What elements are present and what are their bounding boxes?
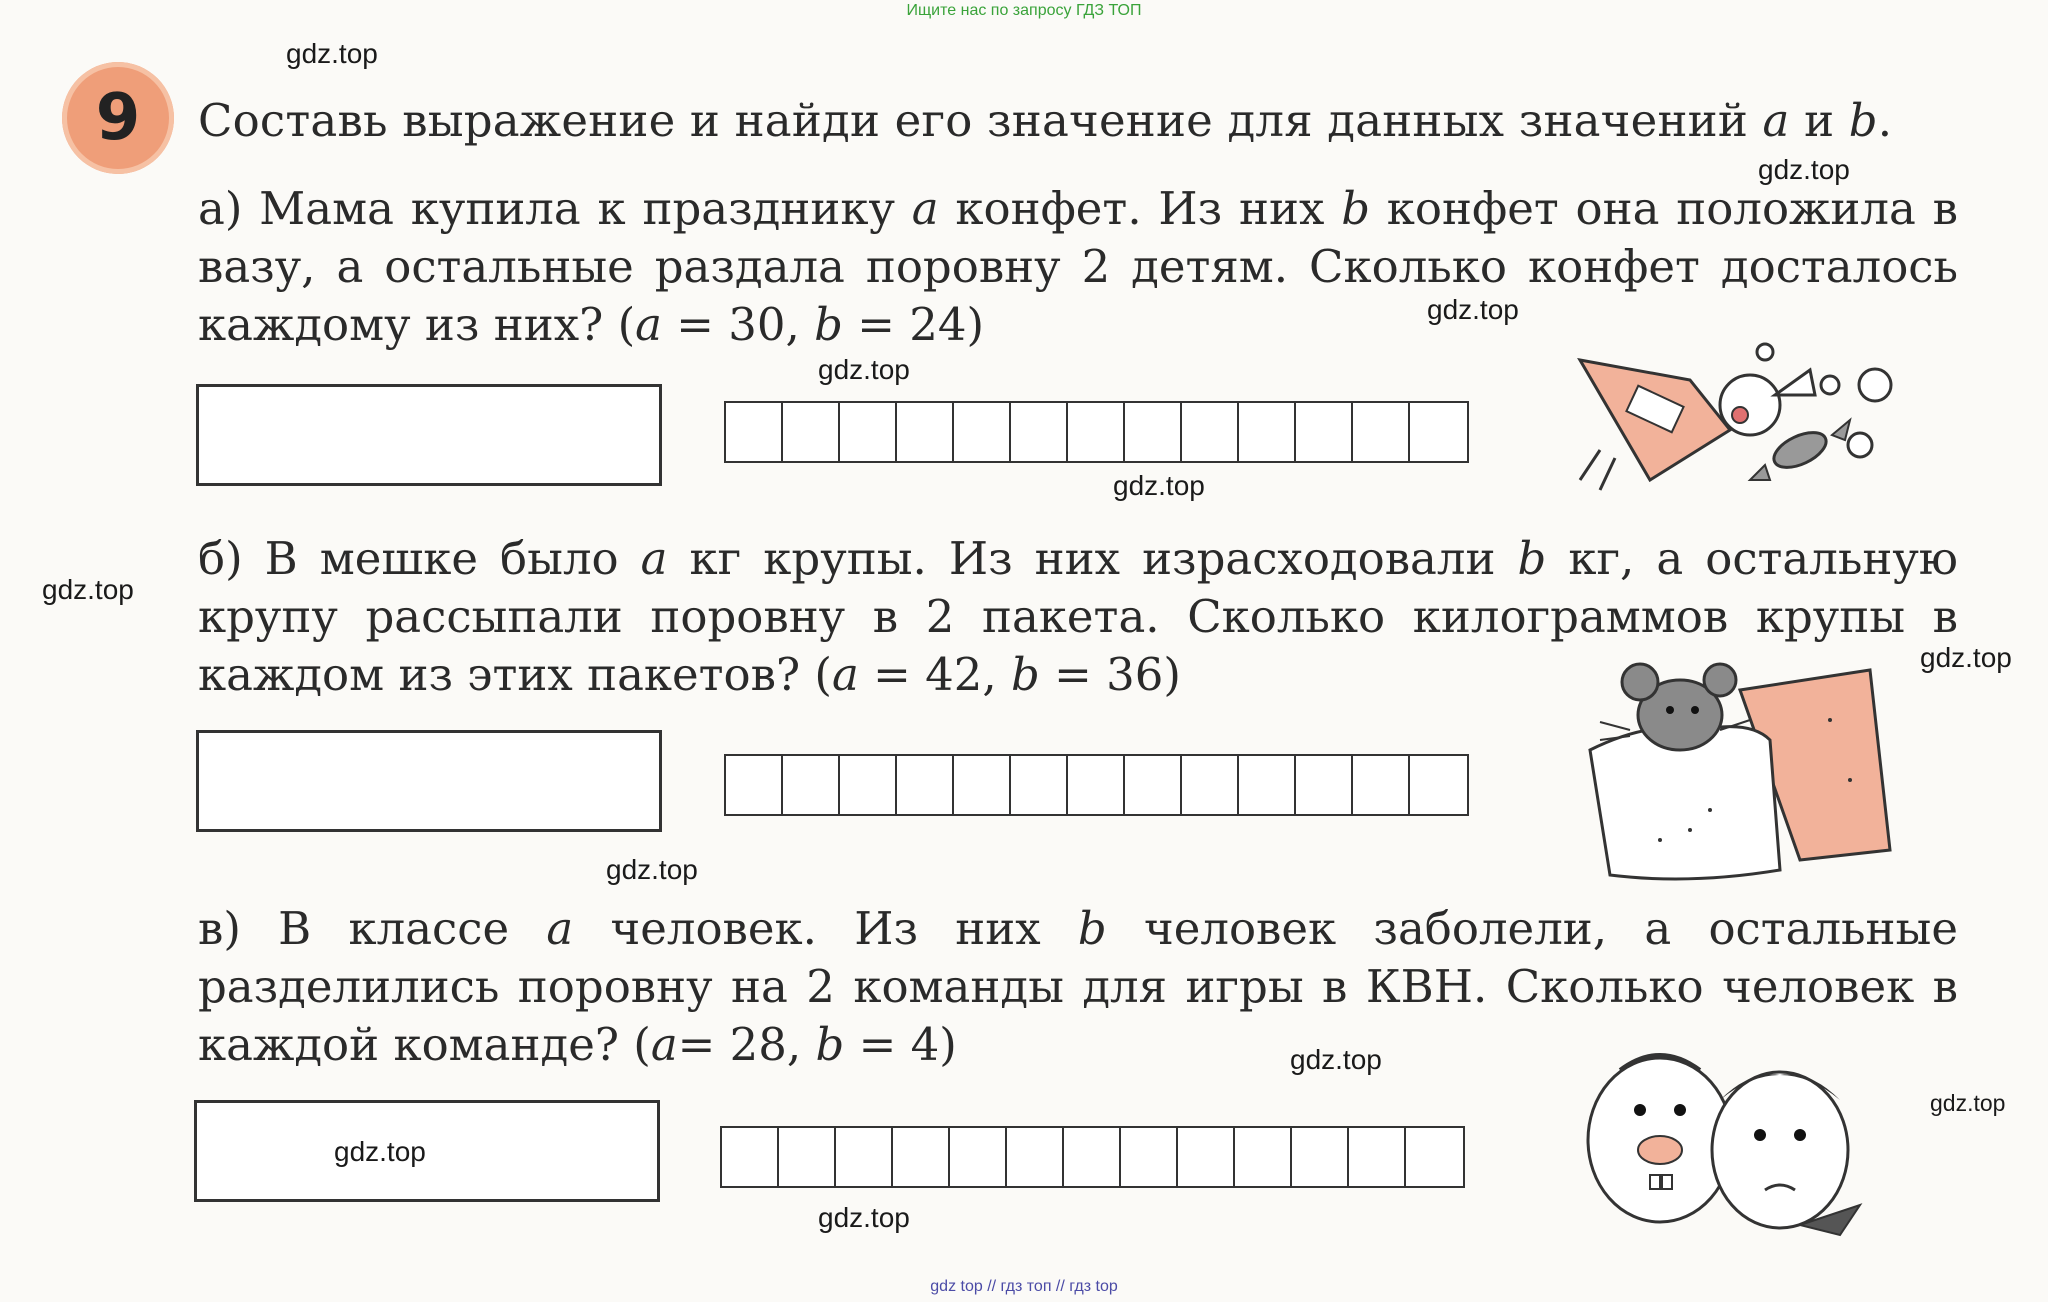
answer-cell[interactable] bbox=[783, 756, 840, 814]
task-number-badge bbox=[62, 62, 174, 174]
children-illustration bbox=[1580, 1030, 1880, 1240]
footer-note: gdz top // гдз топ // гдз top bbox=[930, 1278, 1118, 1295]
task-c-var-a: a bbox=[546, 902, 574, 955]
title-and: и bbox=[1789, 94, 1849, 147]
answer-cell[interactable] bbox=[1068, 756, 1125, 814]
candy-illustration bbox=[1560, 340, 1960, 500]
answer-cell[interactable] bbox=[726, 756, 783, 814]
answer-cell[interactable] bbox=[836, 1128, 893, 1186]
task-b-answer-cells[interactable] bbox=[724, 754, 1469, 816]
answer-cell[interactable] bbox=[1125, 403, 1182, 461]
answer-cell[interactable] bbox=[1068, 403, 1125, 461]
answer-cell[interactable] bbox=[1410, 756, 1467, 814]
task-a-value-b: = 24) bbox=[842, 298, 985, 351]
task-a-var-a: a bbox=[911, 182, 939, 235]
watermark: gdz.top bbox=[42, 574, 134, 605]
task-c-value-b: = 4) bbox=[844, 1018, 957, 1071]
watermark: gdz.top bbox=[1290, 1044, 1382, 1075]
answer-cell[interactable] bbox=[1239, 403, 1296, 461]
answer-cell[interactable] bbox=[954, 756, 1011, 814]
task-b-value-b: = 36) bbox=[1039, 648, 1181, 701]
task-b-var-a: a bbox=[640, 532, 668, 585]
task-a-given-b: b bbox=[814, 298, 843, 351]
header-note: Ищите нас по запросу ГДЗ ТОП bbox=[906, 2, 1142, 19]
answer-cell[interactable] bbox=[1406, 1128, 1463, 1186]
task-b-expression-box[interactable] bbox=[196, 730, 662, 832]
answer-cell[interactable] bbox=[1296, 756, 1353, 814]
watermark: gdz.top bbox=[1930, 1090, 2006, 1116]
task-number: 9 bbox=[95, 81, 141, 155]
task-b-mid: кг крупы. Из них израсходовали bbox=[667, 532, 1518, 585]
task-b-rest: кг, а остальную крупу рассыпали поровну в 2 пакета. Сколько килограммов крупы в каждом из этих пакетов? ( bbox=[198, 532, 1958, 701]
task-b-var-b: b bbox=[1517, 532, 1547, 585]
watermark: gdz.top bbox=[286, 38, 378, 69]
task-c-expression-box[interactable] bbox=[194, 1100, 660, 1202]
task-title bbox=[198, 94, 1998, 147]
answer-cell[interactable] bbox=[726, 403, 783, 461]
task-c-given-b: b bbox=[815, 1018, 845, 1071]
task-b-prefix: б) В мешке было bbox=[198, 532, 641, 585]
task-c-rest: человек заболели, а остальные разделились поровну на 2 команды для игры в КВН. Сколько человек в каждой команде? ( bbox=[198, 902, 1958, 1071]
answer-cell[interactable] bbox=[1064, 1128, 1121, 1186]
answer-cell[interactable] bbox=[954, 403, 1011, 461]
answer-cell[interactable] bbox=[1349, 1128, 1406, 1186]
task-a-rest: конфет она положила в вазу, а остальные раздала поровну 2 детям. Сколько конфет досталось каждому из них? ( bbox=[198, 182, 1958, 351]
task-b-value-a: = 42, bbox=[858, 648, 1011, 701]
mouse-and-sacks-illustration bbox=[1570, 660, 1970, 900]
watermark: gdz.top bbox=[1113, 470, 1205, 501]
watermark: gdz.top bbox=[334, 1136, 426, 1167]
answer-cell[interactable] bbox=[893, 1128, 950, 1186]
title-var-b: b bbox=[1848, 94, 1878, 147]
task-a-value-a: = 30, bbox=[661, 298, 815, 351]
watermark: gdz.top bbox=[1920, 642, 2012, 673]
answer-cell[interactable] bbox=[1239, 756, 1296, 814]
answer-cell[interactable] bbox=[1296, 403, 1353, 461]
answer-cell[interactable] bbox=[1011, 756, 1068, 814]
answer-cell[interactable] bbox=[1011, 403, 1068, 461]
task-c-prefix: в) В классе bbox=[198, 902, 547, 955]
watermark: gdz.top bbox=[1758, 154, 1850, 185]
answer-cell[interactable] bbox=[897, 403, 954, 461]
answer-cell[interactable] bbox=[1353, 403, 1410, 461]
task-c-value-a: = 28, bbox=[677, 1018, 816, 1071]
answer-cell[interactable] bbox=[1121, 1128, 1178, 1186]
title-text: Составь выражение и найди его значение для данных значений bbox=[198, 94, 1763, 147]
title-end: . bbox=[1877, 94, 1893, 147]
answer-cell[interactable] bbox=[950, 1128, 1007, 1186]
answer-cell[interactable] bbox=[840, 403, 897, 461]
answer-cell[interactable] bbox=[1410, 403, 1467, 461]
watermark: gdz.top bbox=[818, 1202, 910, 1233]
answer-cell[interactable] bbox=[1178, 1128, 1235, 1186]
watermark: gdz.top bbox=[818, 354, 910, 385]
task-a-expression-box[interactable] bbox=[196, 384, 662, 486]
task-a-answer-cells[interactable] bbox=[724, 401, 1469, 463]
task-c-var-b: b bbox=[1077, 902, 1107, 955]
answer-cell[interactable] bbox=[897, 756, 954, 814]
task-a-prefix: а) Мама купила к празднику bbox=[198, 182, 912, 235]
answer-cell[interactable] bbox=[1182, 403, 1239, 461]
task-b-given-a: a bbox=[831, 648, 859, 701]
answer-cell[interactable] bbox=[1007, 1128, 1064, 1186]
watermark: gdz.top bbox=[1427, 294, 1519, 325]
task-c-mid: человек. Из них bbox=[573, 902, 1078, 955]
task-b-given-b: b bbox=[1011, 648, 1040, 701]
watermark: gdz.top bbox=[606, 854, 698, 885]
answer-cell[interactable] bbox=[1182, 756, 1239, 814]
answer-cell[interactable] bbox=[1125, 756, 1182, 814]
task-c-answer-cells[interactable] bbox=[720, 1126, 1465, 1188]
answer-cell[interactable] bbox=[1353, 756, 1410, 814]
task-c-given-a: a bbox=[650, 1018, 678, 1071]
task-a-text bbox=[198, 180, 1958, 354]
answer-cell[interactable] bbox=[840, 756, 897, 814]
answer-cell[interactable] bbox=[1235, 1128, 1292, 1186]
task-a-mid: конфет. Из них bbox=[938, 182, 1342, 235]
answer-cell[interactable] bbox=[783, 403, 840, 461]
title-var-a: a bbox=[1762, 94, 1790, 147]
answer-cell[interactable] bbox=[722, 1128, 779, 1186]
answer-cell[interactable] bbox=[779, 1128, 836, 1186]
task-a-var-b: b bbox=[1341, 182, 1370, 235]
answer-cell[interactable] bbox=[1292, 1128, 1349, 1186]
task-a-given-a: a bbox=[635, 298, 662, 351]
